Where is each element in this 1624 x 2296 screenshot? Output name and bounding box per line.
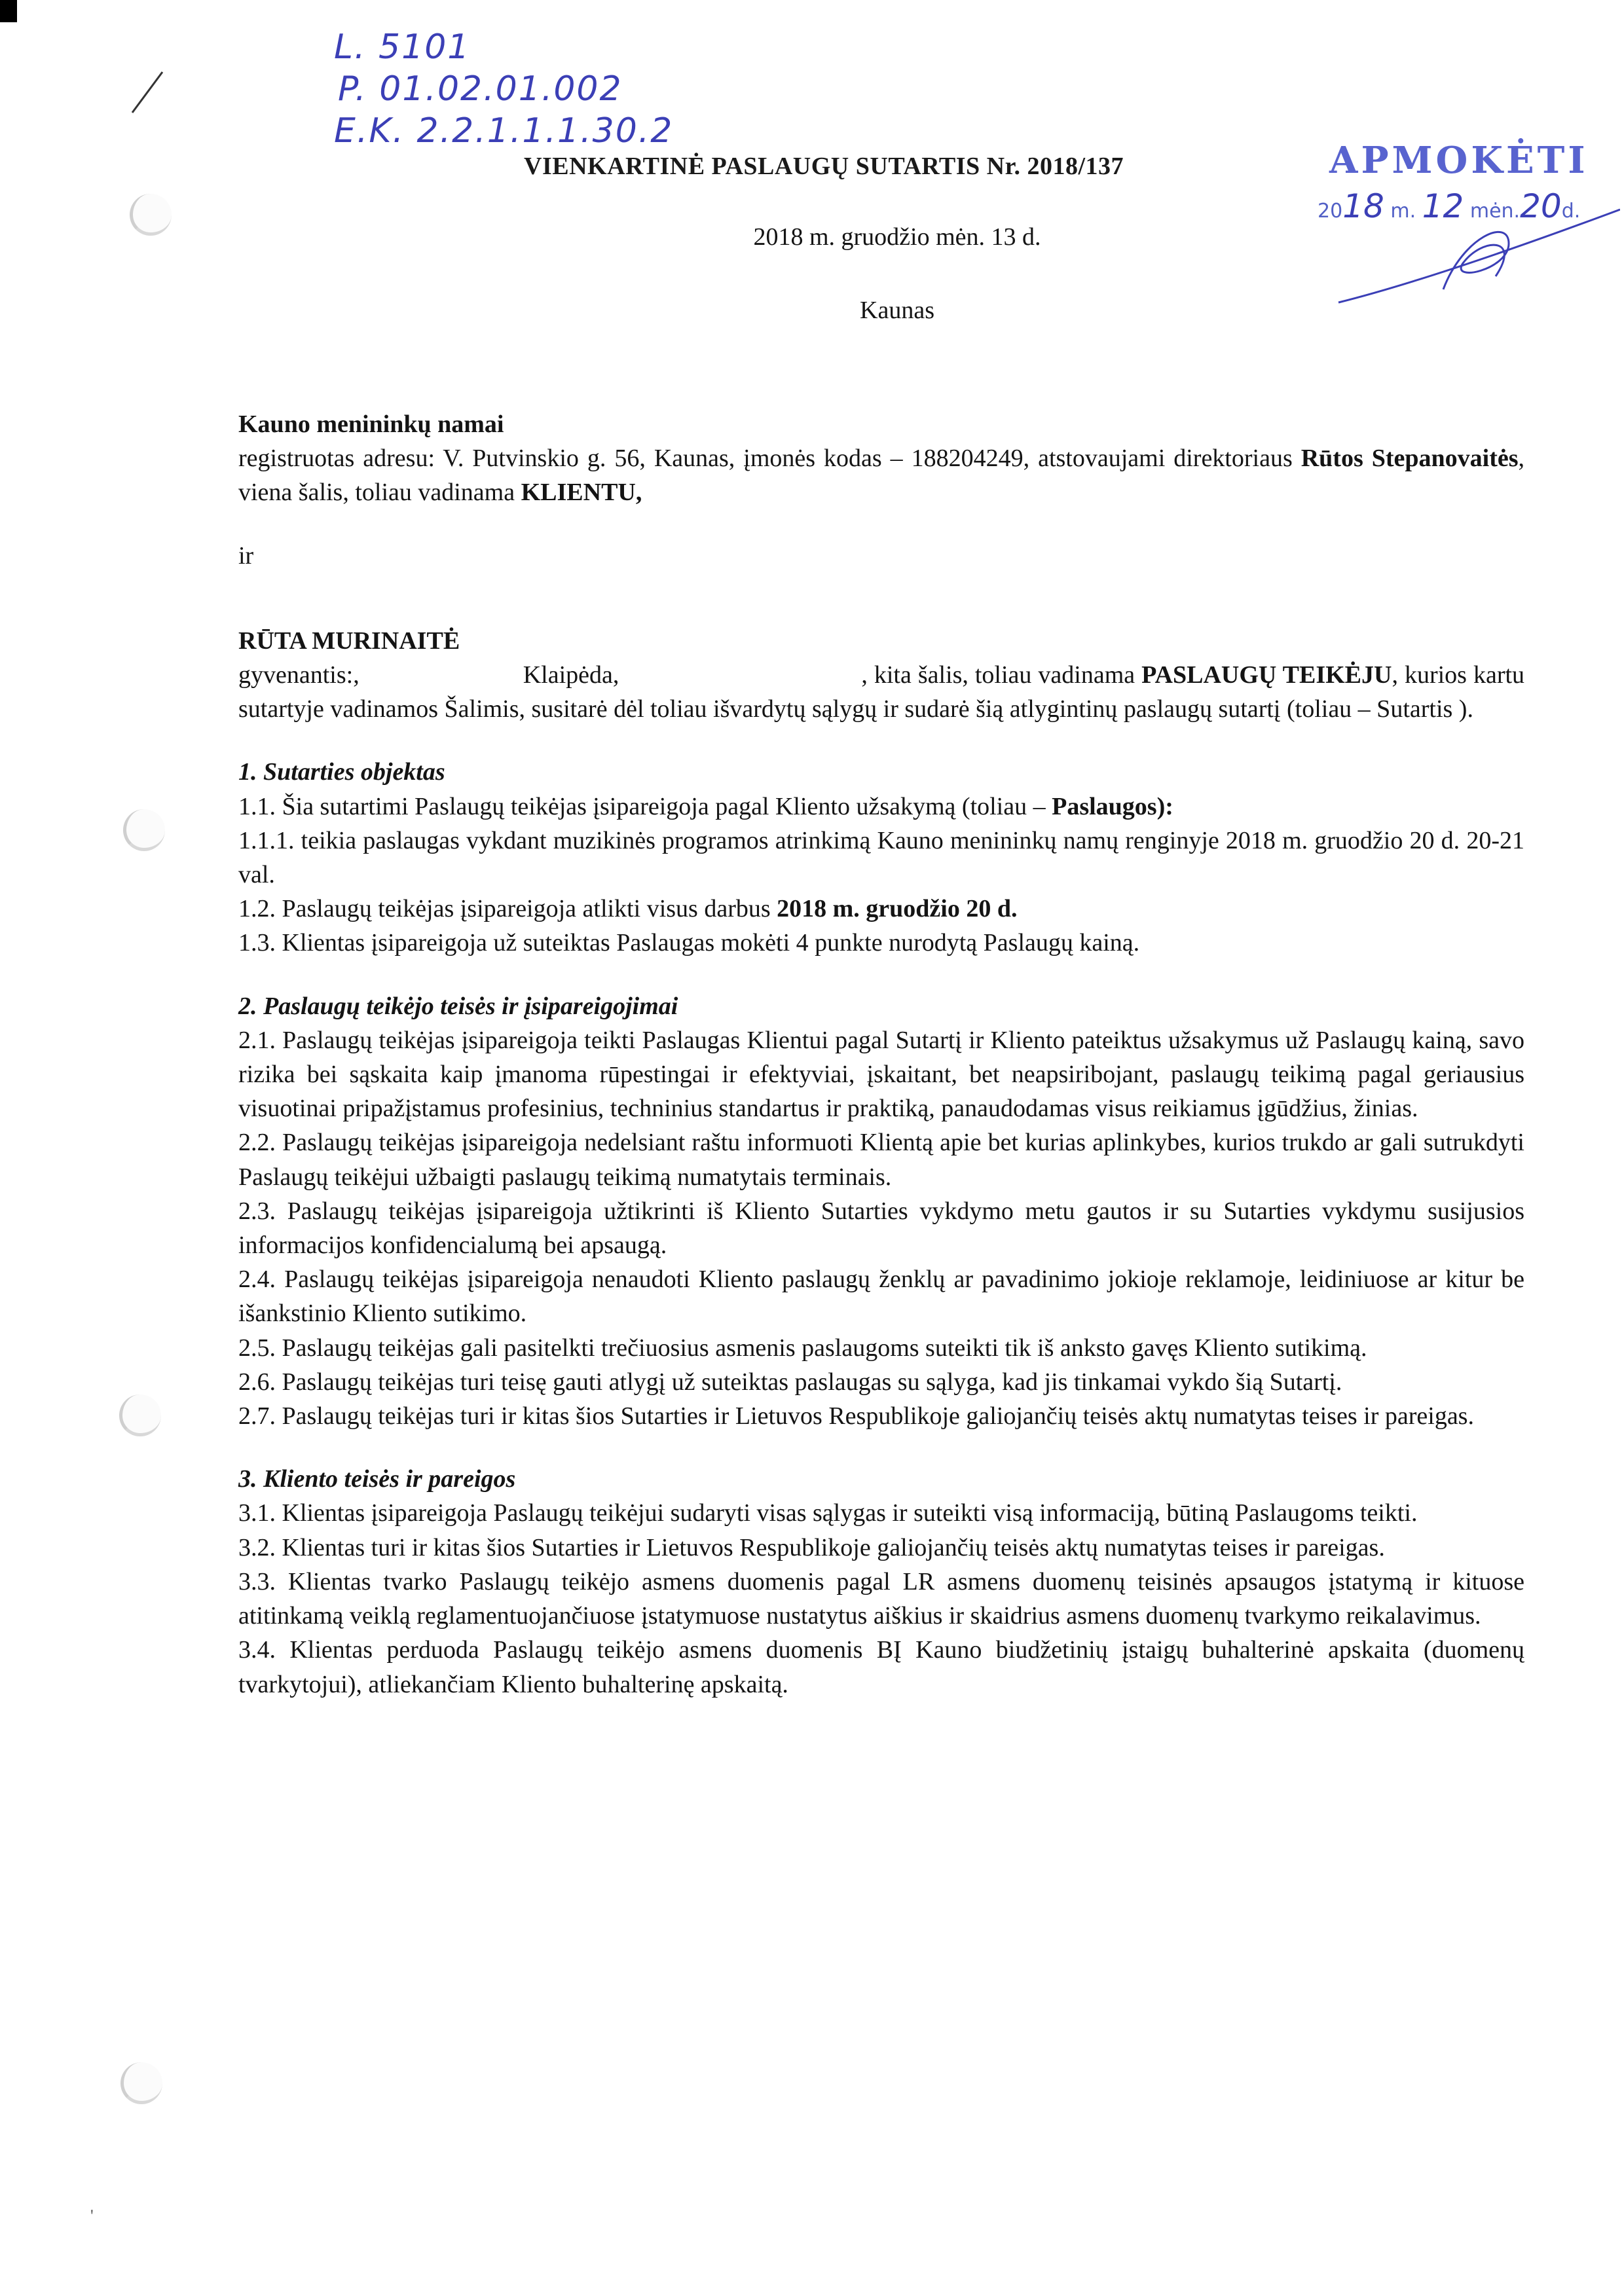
provider-details (238, 658, 1524, 726)
scan-speck: ' (90, 2206, 94, 2225)
contract-date: 2018 m. gruodžio mėn. 13 d. (753, 223, 1041, 251)
client-director: Rūtos Stepanovaitės (1301, 445, 1519, 473)
stamp-men-label: mėn. (1469, 200, 1521, 223)
redacted-address (366, 658, 517, 688)
handwritten-note: P. 01.02.01.002 (338, 69, 623, 109)
stamp-title: APMOKĖTI (1329, 139, 1589, 182)
clause-1-3: 1.3. Klientas įsipareigoja už suteiktas Paslaugas mokėti 4 punkte nurodytą Paslaugų kainą. (238, 929, 1140, 957)
provider-lived-label: gyvenantis:, (238, 661, 360, 689)
clause-2-1: 2.1. Paslaugų teikėjas įsipareigoja teikti Paslaugas Klientui pagal Sutartį ir Kliento pateiktus užsakymus už Paslaugų kainą, savo rizika bei sąskaita kaip įmanoma rūpestingai ir efektyviai, įskaitant, bet neapsiribojant, paslaugų teikimą pagal geriausius visuotinai pripažįstamus profesinius, techninius standartus ir praktiką, panaudodamas visus reikiamus įgūdžius, žinias. (238, 1026, 1524, 1123)
punch-hole (119, 1394, 161, 1436)
section-3-title: 3. Kliento teisės ir pareigos (238, 1465, 516, 1493)
provider-after-redact: , kita šalis, toliau vadinama (861, 661, 1142, 689)
client-address: registruotas adresu: V. Putvinskio g. 56, Kaunas, įmonės kodas – 188204249, atstovaujami direktoriaus (238, 445, 1293, 473)
clause-3-4: 3.4. Klientas perduoda Paslaugų teikėjo asmens duomenis BĮ Kauno biudžetinių įstaigų buhalterinė apskaita (duomenų tvarkytojui), atliekančiam Kliento buhalterinę apskaitą. (238, 1636, 1524, 1698)
clause-2-6: 2.6. Paslaugų teikėjas turi teisę gauti atlygį už suteiktas paslaugas su sąlyga, kad jis tinkamai vykdo šią Sutartį. (238, 1368, 1342, 1396)
provider-role: PASLAUGŲ TEIKĖJU (1141, 661, 1392, 689)
clause-2-2: 2.2. Paslaugų teikėjas įsipareigoja nedelsiant raštu informuoti Klientą apie bet kurias aplinkybes, kurios trukdo ar gali sutrukdyti Paslaugų teikėjui užbaigti paslaugų teikimą numatytais terminais. (238, 1129, 1524, 1191)
clause-1-2 (238, 892, 1524, 926)
client-role: KLIENTU, (521, 479, 642, 507)
clause-1-2-text: 1.2. Paslaugų teikėjas įsipareigoja atlikti visus darbus (238, 895, 777, 923)
client-name: Kauno menininkų namai (238, 410, 504, 438)
provider-rest: , kurios kartu sutartyje vadinamos Šalimis, susitarė dėl toliau išvardytų sąlygų ir sudarė šią atlygintinų paslaugų sutartį (toliau – Sutartis ). (238, 661, 1525, 723)
stamp-month-hand: 12 (1422, 187, 1464, 225)
section-1-title: 1. Sutarties objektas (238, 758, 445, 786)
provider-city: Klaipėda, (523, 661, 619, 689)
stamp-year-hand: 18 (1342, 187, 1384, 225)
clause-1-1-1: 1.1.1. teikia paslaugas vykdant muzikinės programos atrinkimą Kauno menininkų namų renginyje 2018 m. gruodžio 20 d. 20-21 val. (238, 826, 1524, 889)
clause-3-2: 3.2. Klientas turi ir kitas šios Sutarties ir Lietuvos Respublikoje galiojančių teisės aktų numatytas teises ir pareigas. (238, 1533, 1385, 1561)
clause-2-4: 2.4. Paslaugų teikėjas įsipareigoja nenaudoti Kliento paslaugų ženklų ar pavadinimo jokioje reklamoje, leidiniuose ar kitur be išankstinio Kliento sutikimo. (238, 1266, 1524, 1328)
punch-hole (120, 2062, 162, 2104)
handwritten-note: L. 5101 (334, 27, 471, 67)
redacted-personal-code (625, 658, 861, 688)
client-details (238, 441, 1524, 509)
scan-corner-mark (0, 0, 17, 22)
and-word: ir (238, 541, 254, 570)
clause-2-3: 2.3. Paslaugų teikėjas įsipareigoja užtikrinti iš Kliento Sutarties vykdymo metu gautos ir su Sutarties vykdymu susijusios informacijos konfidencialumą bei apsaugą. (238, 1197, 1524, 1260)
clause-1-2-bold: 2018 m. gruodžio 20 d. (777, 895, 1018, 923)
provider-name: RŪTA MURINAITĖ (238, 627, 460, 655)
contract-city: Kaunas (860, 297, 934, 324)
pen-slash-mark (128, 69, 168, 115)
clause-2-7: 2.7. Paslaugų teikėjas turi ir kitas šios Sutarties ir Lietuvos Respublikoje galiojančių teisės aktų numatytas teises ir pareigas. (238, 1402, 1474, 1430)
clause-1-1-bold: Paslaugos): (1052, 792, 1173, 820)
client-role-text: , viena šalis, toliau vadinama (238, 445, 1524, 507)
clause-2-5: 2.5. Paslaugų teikėjas gali pasitelkti trečiuosius asmenis paslaugoms suteikti tik iš anksto gavęs Kliento sutikimą. (238, 1334, 1367, 1362)
clause-1-1 (238, 790, 1524, 824)
contract-title: VIENKARTINĖ PASLAUGŲ SUTARTIS Nr. 2018/137 (524, 153, 1124, 180)
section-2-title: 2. Paslaugų teikėjo teisės ir įsipareigojimai (238, 992, 678, 1020)
stamp-day-hand: 20 (1520, 187, 1562, 225)
stamp-m-label: m. (1390, 200, 1416, 223)
clause-1-1-text: 1.1. Šia sutartimi Paslaugų teikėjas įsipareigoja pagal Kliento užsakymą (toliau – (238, 792, 1052, 820)
clause-3-3: 3.3. Klientas tvarko Paslaugų teikėjo asmens duomenis pagal LR asmens duomenų teisinės apsaugos įstatymą ir kituose atitinkamą veiklą reglamentuojančiuose įstatymuose nustatytus aiškius ir skaidrius asmens duomenų tvarkymo reikalavimus. (238, 1567, 1524, 1630)
stamp-year-prefix: 20 (1318, 200, 1343, 223)
punch-hole (123, 809, 165, 851)
stamp-d-label: d. (1561, 200, 1581, 223)
handwritten-notes (334, 26, 673, 152)
handwritten-note: E.K. 2.2.1.1.1.30.2 (334, 111, 674, 151)
contract-body (238, 407, 1524, 1702)
clause-3-1: 3.1. Klientas įsipareigoja Paslaugų teikėjui sudaryti visas sąlygas ir suteikti visą informaciją, būtiną Paslaugoms teikti. (238, 1499, 1418, 1527)
